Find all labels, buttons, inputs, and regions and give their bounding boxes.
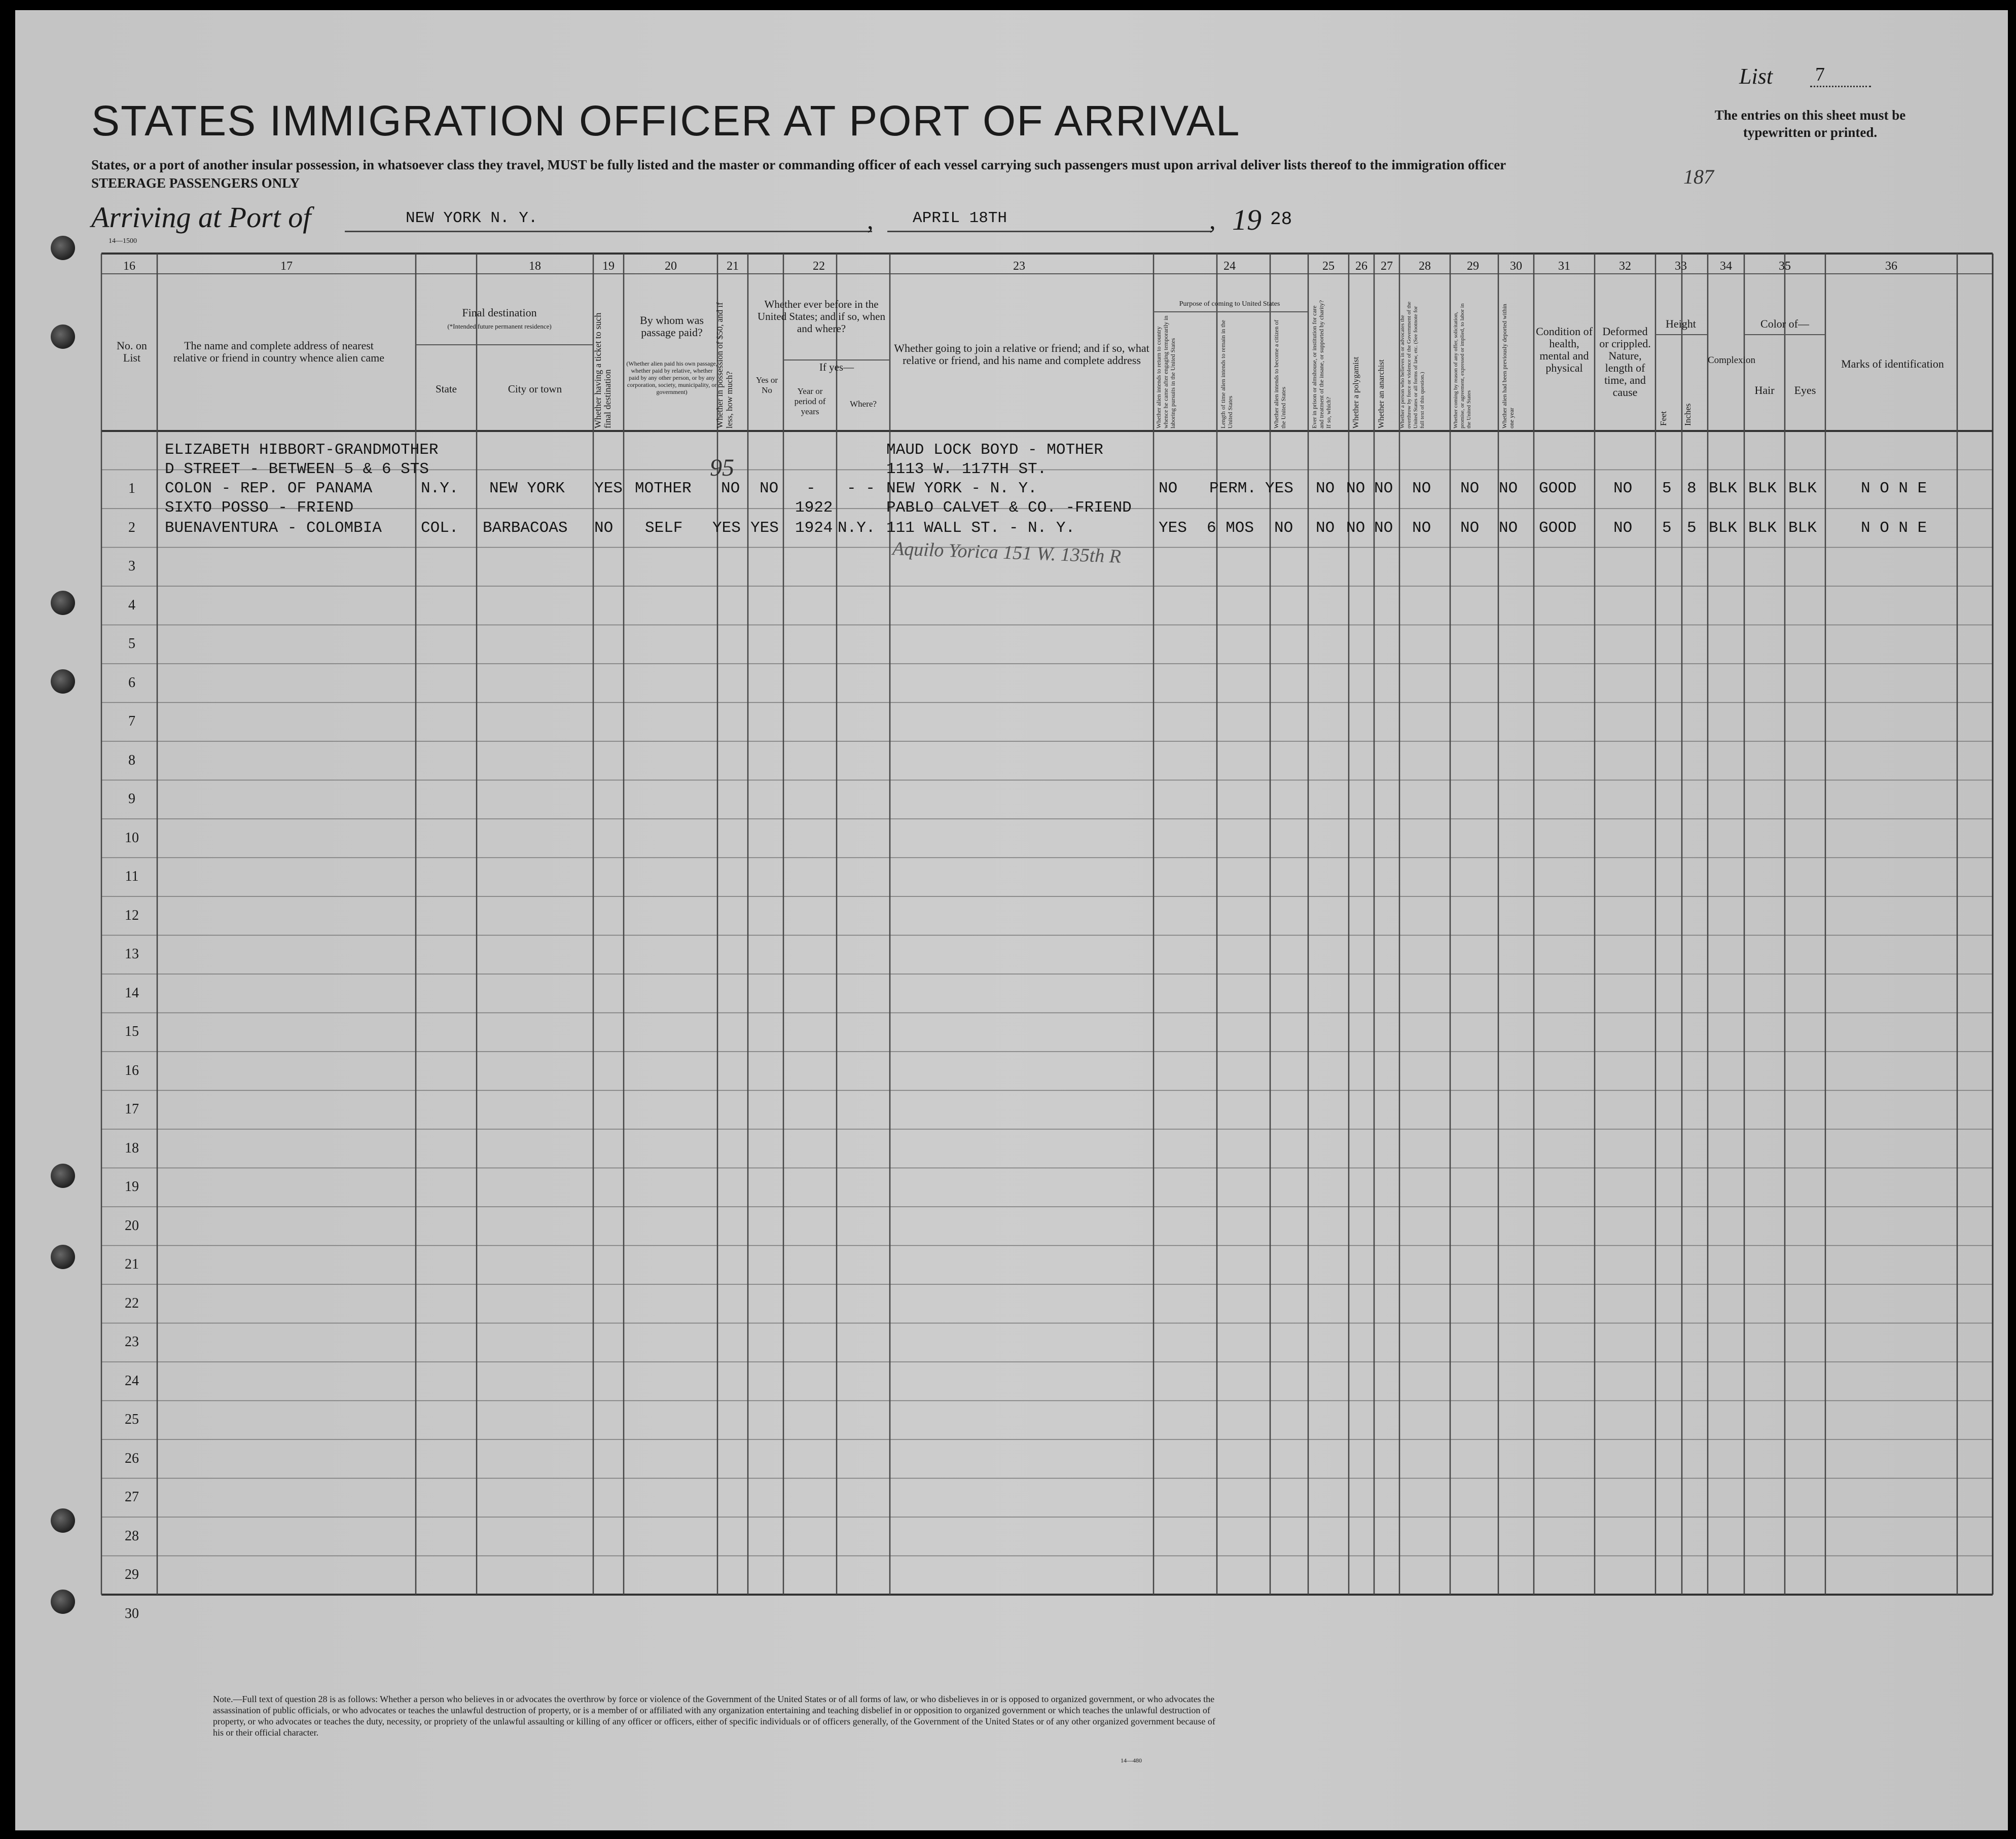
- manifest-sheet: [15, 10, 2008, 1830]
- header-relative: The name and complete address of nearest relative or friend in country whence alien came: [173, 339, 384, 364]
- row2-joining-line2: 111 WALL ST. - N. Y.: [886, 519, 1075, 537]
- header-height: Height: [1666, 317, 1696, 330]
- header-ticket: Whether having a ticket to such final destination: [593, 312, 613, 428]
- header-final-destination-note: (*Intended future permanent residence): [447, 322, 552, 330]
- row2-state: COL.: [421, 519, 459, 537]
- row-number: 4: [128, 597, 135, 613]
- row2-relative-line2: BUENAVENTURA - COLOMBIA: [165, 519, 382, 537]
- row-number: 8: [128, 752, 135, 768]
- row2-before-year2: 1924: [795, 519, 833, 537]
- row-number: 24: [125, 1373, 139, 1389]
- row-number: 22: [125, 1295, 139, 1311]
- header-color-of: Color of—: [1760, 317, 1809, 330]
- row1-joining-line3: NEW YORK - N. Y.: [886, 480, 1037, 497]
- header-complexion: Complexion: [1708, 355, 1755, 366]
- row1-polygamist: NO: [1346, 480, 1365, 497]
- year-prefix: 19: [1232, 203, 1262, 236]
- row1-joining-line2: 1113 W. 117TH ST.: [886, 460, 1047, 478]
- row-number: 27: [125, 1489, 139, 1505]
- row-number: 13: [125, 946, 139, 962]
- row-number: 10: [125, 830, 139, 846]
- row1-prison: NO: [1316, 480, 1335, 497]
- row2-eyes: BLK: [1788, 519, 1817, 537]
- column-number: 33: [1675, 260, 1687, 273]
- row1-relative-line3: COLON - REP. OF PANAMA: [165, 480, 373, 497]
- form-code: 14—1500: [109, 237, 137, 245]
- binder-hole: [51, 591, 75, 615]
- row-number: 25: [125, 1412, 139, 1427]
- row-number: 23: [125, 1334, 139, 1350]
- column-number: 16: [123, 260, 135, 273]
- binder-hole: [51, 1590, 75, 1614]
- row-number: 20: [125, 1217, 139, 1234]
- row2-deported: NO: [1499, 519, 1518, 537]
- binder-hole: [51, 1164, 75, 1188]
- row1-city: NEW YORK: [489, 480, 565, 497]
- row1-length: PERM.: [1209, 480, 1257, 497]
- header-no-on-list: No. on List: [117, 339, 147, 364]
- header-purpose: Purpose of coming to United States: [1179, 300, 1280, 308]
- header-joining: Whether going to join a relative or friend; and if so, what relative or friend, and his name and complete address: [894, 342, 1149, 367]
- row-number: 18: [125, 1140, 139, 1156]
- row1-inches: 8: [1687, 480, 1697, 497]
- row1-before-where: - -: [847, 480, 875, 497]
- row2-joining-annotation: Aquilo Yorica 151 W. 135th R: [892, 538, 1122, 567]
- column-number: 32: [1619, 260, 1631, 273]
- row2-prison: NO: [1316, 519, 1335, 537]
- header-passage-note: (Whether alien paid his own passage, whether paid by relative, whether paid by any other person, or by any corporation, society, municipality, or government): [626, 360, 717, 395]
- header-deported: Whether alien had been previously deported within one year: [1501, 304, 1515, 428]
- footnote-code: 14—480: [1121, 1757, 1142, 1764]
- header-marks: Marks of identification: [1841, 357, 1944, 370]
- header-overthrow: Whether a person who believes in or advocates the overthrow by force or violence of the Government of the United States or all forms of law, etc. (See footnote for full text of this question.): [1399, 301, 1425, 428]
- row2-return: YES: [1159, 519, 1187, 537]
- row2-inches: 5: [1687, 519, 1697, 537]
- row1-hair: BLK: [1748, 480, 1777, 497]
- row2-relative-line1: SIXTO POSSO - FRIEND: [165, 499, 354, 517]
- row-number: 7: [128, 713, 135, 729]
- header-purpose-length: Length of time alien intends to remain in the United States: [1219, 320, 1234, 428]
- binder-hole: [51, 1245, 75, 1269]
- row-number: 19: [125, 1179, 139, 1195]
- row2-contract: NO: [1460, 519, 1480, 537]
- header-deformed: Deformed or crippled. Nature, length of time, and cause: [1599, 325, 1651, 399]
- row-number: 5: [128, 636, 135, 652]
- row1-ticket: YES: [594, 480, 623, 497]
- row1-before-yes-no: NO: [760, 480, 779, 497]
- header-city: City or town: [508, 383, 562, 395]
- list-number: 7: [1810, 63, 1871, 87]
- row2-anarchist: NO: [1374, 519, 1393, 537]
- row2-passage: SELF: [645, 519, 683, 537]
- row1-return: NO: [1159, 480, 1178, 497]
- comma-separator: ,: [867, 206, 874, 234]
- row-number: 26: [125, 1450, 139, 1466]
- header-prison: Ever in prison or almshouse, or institution for care and treatment of the insane, or supported by charity? If so, which?: [1311, 300, 1332, 428]
- list-label: List: [1739, 64, 1773, 89]
- row-number: 21: [125, 1256, 139, 1272]
- row2-complexion: BLK: [1709, 519, 1737, 537]
- row1-health: GOOD: [1539, 480, 1577, 497]
- row1-passage: MOTHER: [635, 480, 692, 497]
- date-value: APRIL 18TH: [913, 209, 1007, 227]
- row-number: 12: [125, 907, 139, 923]
- column-number: 21: [727, 260, 739, 273]
- row2-before-yes-no: YES: [750, 519, 779, 537]
- row1-deformed: NO: [1613, 480, 1633, 497]
- row2-length: 6 MOS: [1207, 519, 1254, 537]
- form-subtitle: States, or a port of another insular possession, in whatsoever class they travel, MUST be fully listed and the master or commanding officer of each vessel carrying such passengers must upon arrival deliver lists thereof to the immigration officer: [91, 157, 1506, 172]
- header-if-yes: If yes—: [819, 361, 854, 373]
- row1-complexion: BLK: [1709, 480, 1737, 497]
- row-number: 28: [125, 1528, 139, 1544]
- header-purpose-return: Whether alien intends to return to country whence he came after engaging temporarily in laboring pursuits in the United States: [1155, 315, 1176, 428]
- header-state: State: [436, 383, 457, 395]
- header-passage: By whom was passage paid?: [640, 314, 704, 339]
- row2-marks: N O N E: [1861, 519, 1927, 537]
- binder-hole: [51, 669, 75, 694]
- column-number: 34: [1720, 260, 1732, 273]
- header-purpose-citizen: Whether alien intends to become a citizen of the United States: [1273, 319, 1287, 428]
- row-number: 2: [128, 519, 135, 535]
- row1-overthrow: NO: [1412, 480, 1431, 497]
- row-number: 3: [128, 558, 135, 574]
- row1-before-years: -: [806, 480, 816, 497]
- binder-hole: [51, 1508, 75, 1533]
- column-number: 19: [602, 260, 615, 273]
- header-before-us: Whether ever before in the United States; and if so, when and where?: [758, 298, 885, 335]
- row-number: 6: [128, 674, 135, 691]
- form-title: STATES IMMIGRATION OFFICER AT PORT OF ARRIVAL: [91, 97, 1241, 145]
- header-hair: Hair: [1754, 384, 1775, 396]
- row-number: 29: [125, 1567, 139, 1582]
- port-value: NEW YORK N. Y.: [406, 209, 538, 227]
- header-where: Where?: [850, 399, 877, 409]
- row2-ticket: NO: [594, 519, 614, 537]
- row-number: 15: [125, 1024, 139, 1039]
- row-number: 14: [125, 985, 139, 1001]
- header-anarchist: Whether an anarchist: [1377, 359, 1386, 428]
- column-number: 25: [1322, 260, 1335, 273]
- row1-marks: N O N E: [1861, 480, 1927, 497]
- arriving-label: Arriving at Port of: [91, 201, 311, 234]
- row1-money: NO: [721, 480, 740, 497]
- column-number: 18: [529, 260, 541, 273]
- row2-citizen: NO: [1274, 519, 1293, 537]
- header-polygamist: Whether a polygamist: [1352, 356, 1360, 428]
- column-number: 22: [813, 260, 825, 273]
- comma-separator: ,: [1209, 206, 1216, 234]
- header-contract: Whether coming by reason of any offer, solicitation, promise, or agreement, expressed or implied, to labor in the United States: [1453, 303, 1472, 428]
- row1-state: N.Y.: [421, 480, 459, 497]
- column-number: 23: [1013, 260, 1025, 273]
- row2-overthrow: NO: [1412, 519, 1431, 537]
- header-final-destination: Final destination: [462, 306, 537, 319]
- row2-health: GOOD: [1539, 519, 1577, 537]
- row2-before-year1: 1922: [795, 499, 833, 517]
- row2-polygamist: NO: [1346, 519, 1365, 537]
- column-number: 31: [1558, 260, 1570, 273]
- header-eyes: Eyes: [1794, 384, 1816, 396]
- row-number: 30: [125, 1605, 139, 1621]
- header-health: Condition of health, mental and physical: [1536, 325, 1593, 374]
- header-inches: Inches: [1683, 403, 1693, 426]
- year-suffix: 28: [1270, 209, 1292, 230]
- column-number: 17: [280, 260, 293, 273]
- row-number: 9: [128, 791, 135, 807]
- row1-deported: NO: [1499, 480, 1518, 497]
- row2-city: BARBACOAS: [483, 519, 568, 537]
- row1-anarchist: NO: [1374, 480, 1393, 497]
- row-number: 11: [125, 869, 139, 884]
- column-number: 27: [1381, 260, 1393, 273]
- column-number: 20: [665, 260, 677, 273]
- row2-feet: 5: [1662, 519, 1672, 537]
- row1-eyes: BLK: [1788, 480, 1817, 497]
- row1-contract: NO: [1460, 480, 1480, 497]
- column-number: 26: [1355, 260, 1367, 273]
- row2-joining-line1: PABLO CALVET & CO. -FRIEND: [886, 499, 1132, 517]
- row1-joining-line1: MAUD LOCK BOYD - MOTHER: [886, 441, 1103, 459]
- row2-before-where: N.Y.: [838, 519, 876, 537]
- header-feet: Feet: [1659, 411, 1668, 426]
- sheet-number: 187: [1683, 165, 1714, 188]
- steerage-label: STEERAGE PASSENGERS ONLY: [91, 175, 300, 191]
- footnote: Note.—Full text of question 28 is as follows: Whether a person who believes in or advocates the overthrow by force or violence of the Government of the United States or of all forms of law, or who disbelieves in or is opposed to organized government, or who advocates the assassination of public officials, or who advocates or teaches the unlawful destruction of property, or is a member of or affiliated with any organization entertaining and teaching disbelief in or opposition to organized government or which teaches the unlawful destruction of property, or who advocates or teaches the duty, necessity, or propriety of the unlawful assaulting or killing of any officer or officers, either of specific individuals or of officers generally, of the Government of the United States or of any other organized government because of his or their official character.: [213, 1694, 1215, 1738]
- column-number: 36: [1885, 260, 1897, 273]
- row1-feet: 5: [1662, 480, 1672, 497]
- typewritten-notice: The entries on this sheet must be typewritten or printed.: [1714, 107, 1906, 140]
- binder-hole: [51, 324, 75, 349]
- row1-money-annotation: 95: [710, 454, 734, 481]
- row1-relative-line1: ELIZABETH HIBBORT-GRANDMOTHER: [165, 441, 439, 459]
- column-number: 29: [1467, 260, 1479, 273]
- table-grid: [15, 10, 2008, 1830]
- header-year-period: Year or period of years: [794, 386, 826, 416]
- row1-relative-line2: D STREET - BETWEEN 5 & 6 STS: [165, 460, 429, 478]
- row-number: 1: [128, 481, 135, 496]
- header-yes-no: Yes or No: [755, 375, 778, 395]
- column-number: 30: [1510, 260, 1522, 273]
- row-number: 17: [125, 1101, 139, 1117]
- row2-money: YES: [712, 519, 741, 537]
- column-number: 28: [1419, 260, 1431, 273]
- row-number: 16: [125, 1062, 139, 1078]
- binder-hole: [51, 236, 75, 260]
- row2-hair: BLK: [1748, 519, 1777, 537]
- header-money: Whether in possession of $50, and if less, how much?: [715, 302, 734, 428]
- row1-citizen: YES: [1265, 480, 1293, 497]
- column-number: 24: [1223, 260, 1236, 273]
- row2-deformed: NO: [1613, 519, 1633, 537]
- column-number: 35: [1779, 260, 1791, 273]
